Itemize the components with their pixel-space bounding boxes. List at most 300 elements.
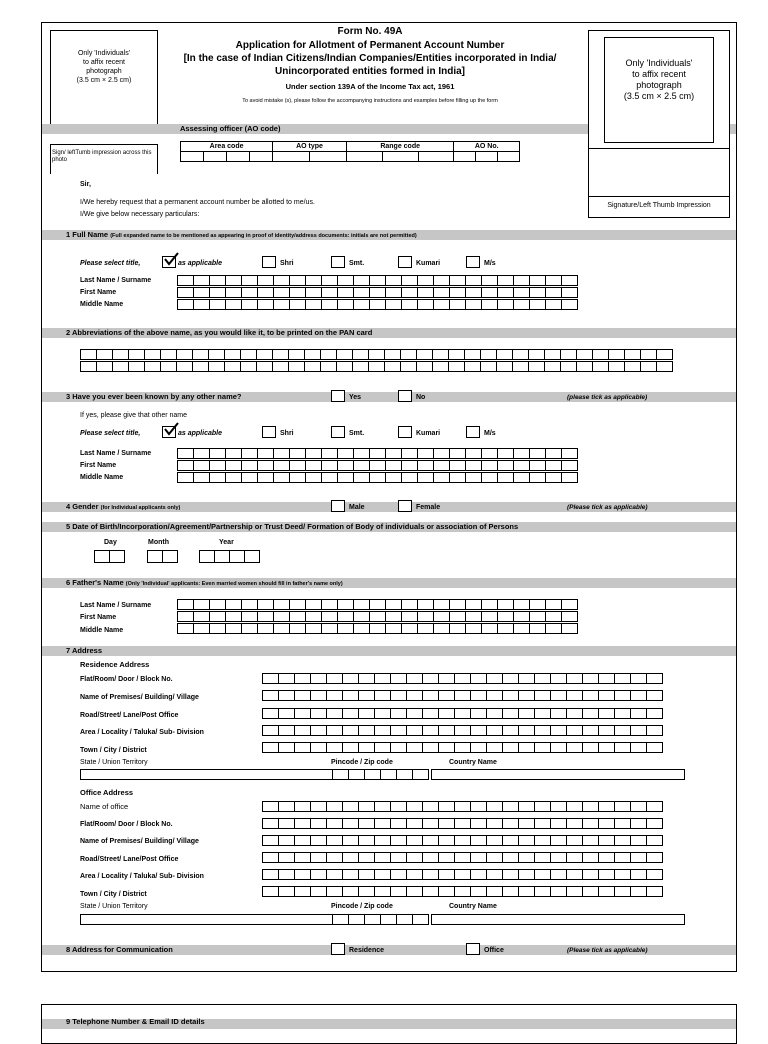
char-cell[interactable] [545, 275, 562, 286]
char-cell[interactable] [289, 472, 306, 483]
char-cell[interactable] [454, 725, 471, 736]
char-cell[interactable] [433, 460, 450, 471]
char-cell[interactable] [326, 852, 343, 863]
char-cell[interactable] [646, 725, 663, 736]
char-cell[interactable] [336, 361, 353, 372]
char-cell[interactable] [193, 460, 210, 471]
char-cell[interactable] [128, 349, 145, 360]
char-cell[interactable] [438, 869, 455, 880]
char-cell[interactable] [177, 460, 194, 471]
char-cell[interactable] [337, 299, 354, 310]
char-cell[interactable] [294, 886, 311, 897]
char-cell[interactable] [438, 708, 455, 719]
res-town-input[interactable] [262, 742, 662, 753]
char-cell[interactable] [348, 769, 365, 780]
char-cell[interactable] [513, 611, 530, 622]
char-cell[interactable] [390, 673, 407, 684]
char-cell[interactable] [481, 287, 498, 298]
char-cell[interactable] [576, 349, 593, 360]
char-cell[interactable] [240, 349, 257, 360]
char-cell[interactable] [193, 287, 210, 298]
char-cell[interactable] [257, 599, 274, 610]
char-cell[interactable] [406, 818, 423, 829]
s3-first-name-input[interactable] [177, 460, 577, 471]
char-cell[interactable] [614, 869, 631, 880]
char-cell[interactable] [224, 349, 241, 360]
char-cell[interactable] [289, 299, 306, 310]
char-cell[interactable] [321, 287, 338, 298]
char-cell[interactable] [646, 801, 663, 812]
char-cell[interactable] [310, 818, 327, 829]
char-cell[interactable] [225, 448, 242, 459]
char-cell[interactable] [257, 287, 274, 298]
char-cell[interactable] [534, 852, 551, 863]
char-cell[interactable] [497, 275, 514, 286]
char-cell[interactable] [640, 349, 657, 360]
char-cell[interactable] [417, 448, 434, 459]
char-cell[interactable] [529, 611, 546, 622]
char-cell[interactable] [529, 299, 546, 310]
char-cell[interactable] [470, 742, 487, 753]
char-cell[interactable] [582, 742, 599, 753]
char-cell[interactable] [305, 611, 322, 622]
title-ms-checkbox-1[interactable] [466, 256, 480, 268]
ao-cell[interactable] [181, 152, 204, 162]
char-cell[interactable] [545, 599, 562, 610]
char-cell[interactable] [480, 349, 497, 360]
char-cell[interactable] [529, 623, 546, 634]
char-cell[interactable] [496, 349, 513, 360]
char-cell[interactable] [534, 818, 551, 829]
char-cell[interactable] [396, 914, 413, 925]
ao-cell[interactable] [382, 152, 418, 162]
char-cell[interactable] [241, 460, 258, 471]
char-cell[interactable] [358, 708, 375, 719]
char-cell[interactable] [518, 835, 535, 846]
char-cell[interactable] [385, 472, 402, 483]
char-cell[interactable] [470, 886, 487, 897]
char-cell[interactable] [310, 690, 327, 701]
char-cell[interactable] [518, 742, 535, 753]
char-cell[interactable] [209, 623, 226, 634]
char-cell[interactable] [518, 869, 535, 880]
char-cell[interactable] [486, 690, 503, 701]
char-cell[interactable] [528, 349, 545, 360]
char-cell[interactable] [544, 361, 561, 372]
char-cell[interactable] [278, 690, 295, 701]
char-cell[interactable] [406, 708, 423, 719]
char-cell[interactable] [561, 287, 578, 298]
char-cell[interactable] [241, 472, 258, 483]
char-cell[interactable] [481, 472, 498, 483]
char-cell[interactable] [582, 690, 599, 701]
char-cell[interactable] [592, 361, 609, 372]
char-cell[interactable] [304, 349, 321, 360]
char-cell[interactable] [358, 886, 375, 897]
char-cell[interactable] [369, 472, 386, 483]
char-cell[interactable] [353, 299, 370, 310]
char-cell[interactable] [438, 742, 455, 753]
char-cell[interactable] [528, 361, 545, 372]
char-cell[interactable] [454, 708, 471, 719]
char-cell[interactable] [294, 835, 311, 846]
char-cell[interactable] [454, 852, 471, 863]
char-cell[interactable] [566, 886, 583, 897]
char-cell[interactable] [177, 623, 194, 634]
char-cell[interactable] [566, 708, 583, 719]
char-cell[interactable] [465, 299, 482, 310]
char-cell[interactable] [364, 914, 381, 925]
char-cell[interactable] [94, 550, 110, 563]
char-cell[interactable] [273, 599, 290, 610]
char-cell[interactable] [529, 448, 546, 459]
char-cell[interactable] [582, 725, 599, 736]
char-cell[interactable] [310, 673, 327, 684]
char-cell[interactable] [518, 725, 535, 736]
char-cell[interactable] [417, 599, 434, 610]
char-cell[interactable] [480, 361, 497, 372]
char-cell[interactable] [273, 472, 290, 483]
char-cell[interactable] [321, 460, 338, 471]
char-cell[interactable] [224, 361, 241, 372]
char-cell[interactable] [582, 835, 599, 846]
char-cell[interactable] [438, 673, 455, 684]
title-smt-checkbox-3[interactable] [331, 426, 345, 438]
char-cell[interactable] [417, 275, 434, 286]
char-cell[interactable] [433, 599, 450, 610]
char-cell[interactable] [566, 869, 583, 880]
char-cell[interactable] [582, 818, 599, 829]
char-cell[interactable] [502, 835, 519, 846]
off-flat-input[interactable] [262, 818, 662, 829]
char-cell[interactable] [512, 361, 529, 372]
char-cell[interactable] [561, 460, 578, 471]
char-cell[interactable] [192, 361, 209, 372]
char-cell[interactable] [545, 623, 562, 634]
res-road-input[interactable] [262, 708, 662, 719]
s3-no-checkbox[interactable] [398, 390, 412, 402]
char-cell[interactable] [406, 852, 423, 863]
char-cell[interactable] [454, 835, 471, 846]
char-cell[interactable] [326, 725, 343, 736]
char-cell[interactable] [369, 460, 386, 471]
char-cell[interactable] [310, 852, 327, 863]
char-cell[interactable] [294, 725, 311, 736]
char-cell[interactable] [278, 835, 295, 846]
char-cell[interactable] [385, 611, 402, 622]
char-cell[interactable] [209, 611, 226, 622]
char-cell[interactable] [193, 299, 210, 310]
char-cell[interactable] [374, 886, 391, 897]
char-cell[interactable] [598, 725, 615, 736]
char-cell[interactable] [486, 835, 503, 846]
char-cell[interactable] [241, 599, 258, 610]
char-cell[interactable] [550, 708, 567, 719]
off-country-input[interactable] [431, 914, 685, 925]
char-cell[interactable] [225, 275, 242, 286]
char-cell[interactable] [438, 725, 455, 736]
char-cell[interactable] [432, 361, 449, 372]
char-cell[interactable] [550, 869, 567, 880]
char-cell[interactable] [321, 472, 338, 483]
off-pincode-input[interactable] [332, 914, 428, 925]
char-cell[interactable] [342, 852, 359, 863]
char-cell[interactable] [486, 742, 503, 753]
char-cell[interactable] [273, 287, 290, 298]
char-cell[interactable] [598, 818, 615, 829]
char-cell[interactable] [481, 599, 498, 610]
char-cell[interactable] [646, 835, 663, 846]
s6-middle-name-input[interactable] [177, 623, 577, 634]
char-cell[interactable] [438, 886, 455, 897]
char-cell[interactable] [368, 361, 385, 372]
char-cell[interactable] [241, 287, 258, 298]
off-road-input[interactable] [262, 852, 662, 863]
char-cell[interactable] [464, 361, 481, 372]
char-cell[interactable] [496, 361, 513, 372]
char-cell[interactable] [348, 914, 365, 925]
char-cell[interactable] [513, 599, 530, 610]
char-cell[interactable] [374, 725, 391, 736]
char-cell[interactable] [449, 472, 466, 483]
char-cell[interactable] [598, 869, 615, 880]
char-cell[interactable] [160, 349, 177, 360]
char-cell[interactable] [272, 349, 289, 360]
char-cell[interactable] [305, 448, 322, 459]
char-cell[interactable] [417, 611, 434, 622]
char-cell[interactable] [406, 725, 423, 736]
char-cell[interactable] [502, 818, 519, 829]
char-cell[interactable] [390, 886, 407, 897]
char-cell[interactable] [449, 623, 466, 634]
char-cell[interactable] [256, 349, 273, 360]
char-cell[interactable] [566, 852, 583, 863]
char-cell[interactable] [305, 599, 322, 610]
char-cell[interactable] [433, 275, 450, 286]
char-cell[interactable] [342, 818, 359, 829]
char-cell[interactable] [502, 852, 519, 863]
char-cell[interactable] [385, 623, 402, 634]
char-cell[interactable] [294, 690, 311, 701]
char-cell[interactable] [630, 852, 647, 863]
char-cell[interactable] [438, 690, 455, 701]
char-cell[interactable] [550, 835, 567, 846]
char-cell[interactable] [294, 801, 311, 812]
char-cell[interactable] [486, 673, 503, 684]
char-cell[interactable] [257, 472, 274, 483]
char-cell[interactable] [614, 852, 631, 863]
char-cell[interactable] [294, 818, 311, 829]
char-cell[interactable] [646, 818, 663, 829]
char-cell[interactable] [353, 275, 370, 286]
char-cell[interactable] [598, 742, 615, 753]
char-cell[interactable] [561, 599, 578, 610]
char-cell[interactable] [422, 690, 439, 701]
char-cell[interactable] [278, 818, 295, 829]
char-cell[interactable] [465, 460, 482, 471]
char-cell[interactable] [225, 611, 242, 622]
char-cell[interactable] [273, 611, 290, 622]
char-cell[interactable] [550, 673, 567, 684]
char-cell[interactable] [310, 886, 327, 897]
char-cell[interactable] [449, 599, 466, 610]
char-cell[interactable] [385, 287, 402, 298]
char-cell[interactable] [545, 611, 562, 622]
char-cell[interactable] [550, 818, 567, 829]
char-cell[interactable] [369, 299, 386, 310]
char-cell[interactable] [390, 742, 407, 753]
char-cell[interactable] [534, 690, 551, 701]
char-cell[interactable] [209, 287, 226, 298]
char-cell[interactable] [385, 299, 402, 310]
char-cell[interactable] [257, 611, 274, 622]
char-cell[interactable] [390, 690, 407, 701]
char-cell[interactable] [417, 460, 434, 471]
char-cell[interactable] [497, 623, 514, 634]
char-cell[interactable] [273, 299, 290, 310]
char-cell[interactable] [289, 275, 306, 286]
char-cell[interactable] [262, 742, 279, 753]
char-cell[interactable] [433, 623, 450, 634]
char-cell[interactable] [401, 299, 418, 310]
char-cell[interactable] [96, 361, 113, 372]
char-cell[interactable] [566, 725, 583, 736]
char-cell[interactable] [422, 673, 439, 684]
char-cell[interactable] [561, 275, 578, 286]
char-cell[interactable] [193, 623, 210, 634]
char-cell[interactable] [550, 801, 567, 812]
char-cell[interactable] [326, 818, 343, 829]
char-cell[interactable] [256, 361, 273, 372]
gender-male-checkbox[interactable] [331, 500, 345, 512]
char-cell[interactable] [225, 287, 242, 298]
char-cell[interactable] [545, 299, 562, 310]
char-cell[interactable] [433, 299, 450, 310]
char-cell[interactable] [176, 349, 193, 360]
res-pincode-input[interactable] [332, 769, 428, 780]
char-cell[interactable] [109, 550, 125, 563]
char-cell[interactable] [502, 742, 519, 753]
char-cell[interactable] [438, 818, 455, 829]
char-cell[interactable] [550, 852, 567, 863]
char-cell[interactable] [401, 623, 418, 634]
res-country-input[interactable] [431, 769, 685, 780]
char-cell[interactable] [481, 275, 498, 286]
char-cell[interactable] [199, 550, 215, 563]
char-cell[interactable] [566, 742, 583, 753]
char-cell[interactable] [630, 725, 647, 736]
char-cell[interactable] [560, 361, 577, 372]
char-cell[interactable] [470, 852, 487, 863]
char-cell[interactable] [630, 673, 647, 684]
char-cell[interactable] [241, 623, 258, 634]
char-cell[interactable] [326, 869, 343, 880]
char-cell[interactable] [529, 460, 546, 471]
char-cell[interactable] [225, 623, 242, 634]
char-cell[interactable] [566, 801, 583, 812]
char-cell[interactable] [592, 349, 609, 360]
char-cell[interactable] [614, 801, 631, 812]
char-cell[interactable] [576, 361, 593, 372]
char-cell[interactable] [448, 361, 465, 372]
char-cell[interactable] [656, 349, 673, 360]
char-cell[interactable] [449, 287, 466, 298]
char-cell[interactable] [176, 361, 193, 372]
char-cell[interactable] [342, 869, 359, 880]
char-cell[interactable] [177, 299, 194, 310]
char-cell[interactable] [598, 886, 615, 897]
char-cell[interactable] [358, 673, 375, 684]
char-cell[interactable] [529, 287, 546, 298]
char-cell[interactable] [177, 472, 194, 483]
char-cell[interactable] [630, 708, 647, 719]
char-cell[interactable] [369, 448, 386, 459]
char-cell[interactable] [416, 361, 433, 372]
char-cell[interactable] [278, 852, 295, 863]
char-cell[interactable] [374, 869, 391, 880]
char-cell[interactable] [566, 835, 583, 846]
char-cell[interactable] [401, 611, 418, 622]
char-cell[interactable] [193, 472, 210, 483]
char-cell[interactable] [561, 299, 578, 310]
char-cell[interactable] [630, 742, 647, 753]
char-cell[interactable] [305, 299, 322, 310]
char-cell[interactable] [486, 801, 503, 812]
char-cell[interactable] [513, 623, 530, 634]
char-cell[interactable] [497, 611, 514, 622]
char-cell[interactable] [465, 472, 482, 483]
char-cell[interactable] [449, 299, 466, 310]
char-cell[interactable] [598, 835, 615, 846]
char-cell[interactable] [406, 742, 423, 753]
char-cell[interactable] [534, 742, 551, 753]
char-cell[interactable] [598, 801, 615, 812]
off-area-input[interactable] [262, 869, 662, 880]
char-cell[interactable] [193, 448, 210, 459]
char-cell[interactable] [305, 623, 322, 634]
char-cell[interactable] [342, 886, 359, 897]
char-cell[interactable] [278, 886, 295, 897]
char-cell[interactable] [529, 275, 546, 286]
char-cell[interactable] [240, 361, 257, 372]
char-cell[interactable] [630, 801, 647, 812]
char-cell[interactable] [545, 287, 562, 298]
char-cell[interactable] [374, 852, 391, 863]
char-cell[interactable] [310, 725, 327, 736]
char-cell[interactable] [144, 361, 161, 372]
char-cell[interactable] [465, 623, 482, 634]
char-cell[interactable] [534, 673, 551, 684]
char-cell[interactable] [486, 886, 503, 897]
char-cell[interactable] [400, 361, 417, 372]
char-cell[interactable] [422, 801, 439, 812]
char-cell[interactable] [262, 818, 279, 829]
char-cell[interactable] [337, 472, 354, 483]
char-cell[interactable] [534, 869, 551, 880]
char-cell[interactable] [401, 448, 418, 459]
char-cell[interactable] [241, 448, 258, 459]
res-premises-input[interactable] [262, 690, 662, 701]
char-cell[interactable] [342, 708, 359, 719]
char-cell[interactable] [518, 818, 535, 829]
char-cell[interactable] [289, 460, 306, 471]
char-cell[interactable] [380, 914, 397, 925]
char-cell[interactable] [401, 275, 418, 286]
char-cell[interactable] [358, 869, 375, 880]
char-cell[interactable] [358, 725, 375, 736]
char-cell[interactable] [518, 673, 535, 684]
char-cell[interactable] [337, 287, 354, 298]
